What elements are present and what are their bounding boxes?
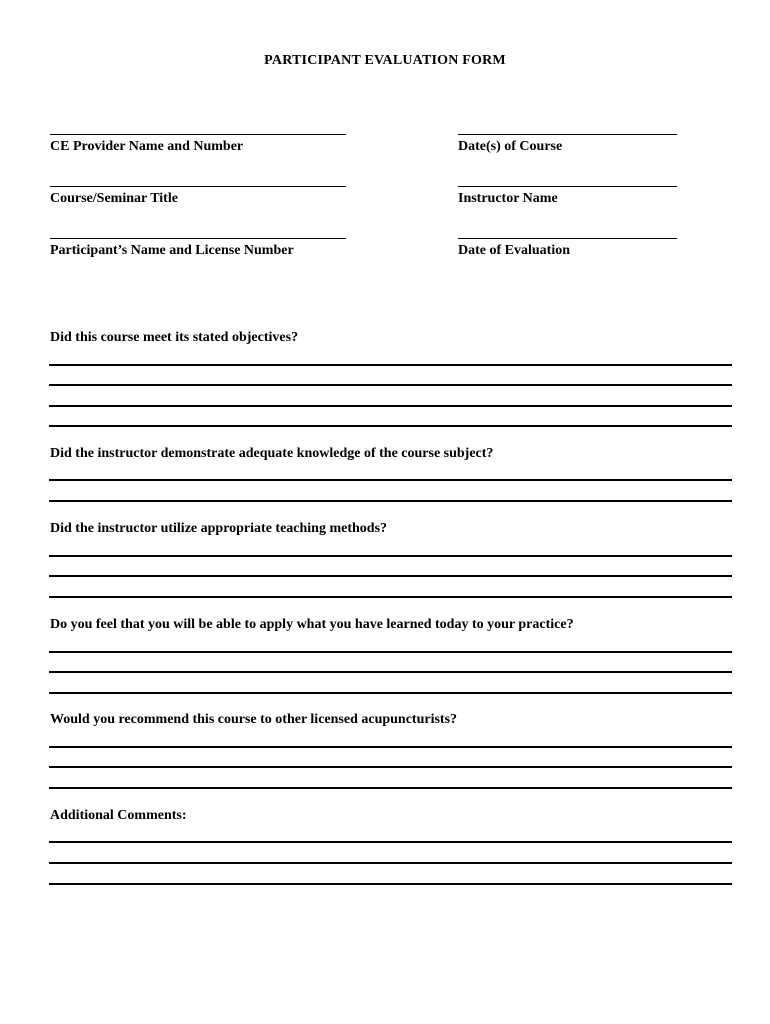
page-title: PARTICIPANT EVALUATION FORM [264,53,506,68]
participant-field[interactable] [50,238,346,259]
course-title-line[interactable] [50,186,346,187]
additional-comments-label: Additional Comments: [50,808,187,823]
answer-line[interactable] [49,746,732,748]
question-teaching-methods: Did the instructor utilize appropriate teaching methods? [50,521,388,536]
question-apply-learning: Do you feel that you will be able to apply what you have learned today to your practice? [50,617,574,632]
provider-label: CE Provider Name and Number [50,139,244,154]
instructor-field[interactable] [458,186,677,207]
answer-line[interactable] [49,384,732,386]
evaluation-date-field[interactable] [458,238,677,259]
answer-line[interactable] [49,671,732,673]
provider-line[interactable] [50,134,346,135]
answer-line[interactable] [49,425,732,427]
answer-line[interactable] [49,364,732,366]
comment-line[interactable] [49,883,732,885]
dates-label: Date(s) of Course [458,139,563,154]
question-knowledge: Did the instructor demonstrate adequate knowledge of the course subject? [50,446,494,461]
answer-line[interactable] [49,500,732,502]
participant-label: Participant’s Name and License Number [50,243,294,258]
comment-line[interactable] [49,862,732,864]
instructor-line[interactable] [458,186,677,187]
course-title-label: Course/Seminar Title [50,191,178,206]
answer-line[interactable] [49,596,732,598]
provider-field[interactable] [50,134,346,155]
question-recommend: Would you recommend this course to other licensed acupuncturists? [50,712,458,727]
instructor-label: Instructor Name [458,191,558,206]
answer-line[interactable] [49,575,732,577]
course-title-field[interactable] [50,186,346,207]
answer-line[interactable] [49,555,732,557]
answer-line[interactable] [49,766,732,768]
answer-line[interactable] [49,651,732,653]
dates-line[interactable] [458,134,677,135]
answer-line[interactable] [49,787,732,789]
evaluation-date-label: Date of Evaluation [458,243,570,258]
evaluation-date-line[interactable] [458,238,677,239]
answer-line[interactable] [49,479,732,481]
answer-line[interactable] [49,405,732,407]
question-objectives: Did this course meet its stated objectives? [50,330,299,345]
dates-field[interactable] [458,134,677,155]
participant-line[interactable] [50,238,346,239]
answer-line[interactable] [49,692,732,694]
comment-line[interactable] [49,841,732,843]
